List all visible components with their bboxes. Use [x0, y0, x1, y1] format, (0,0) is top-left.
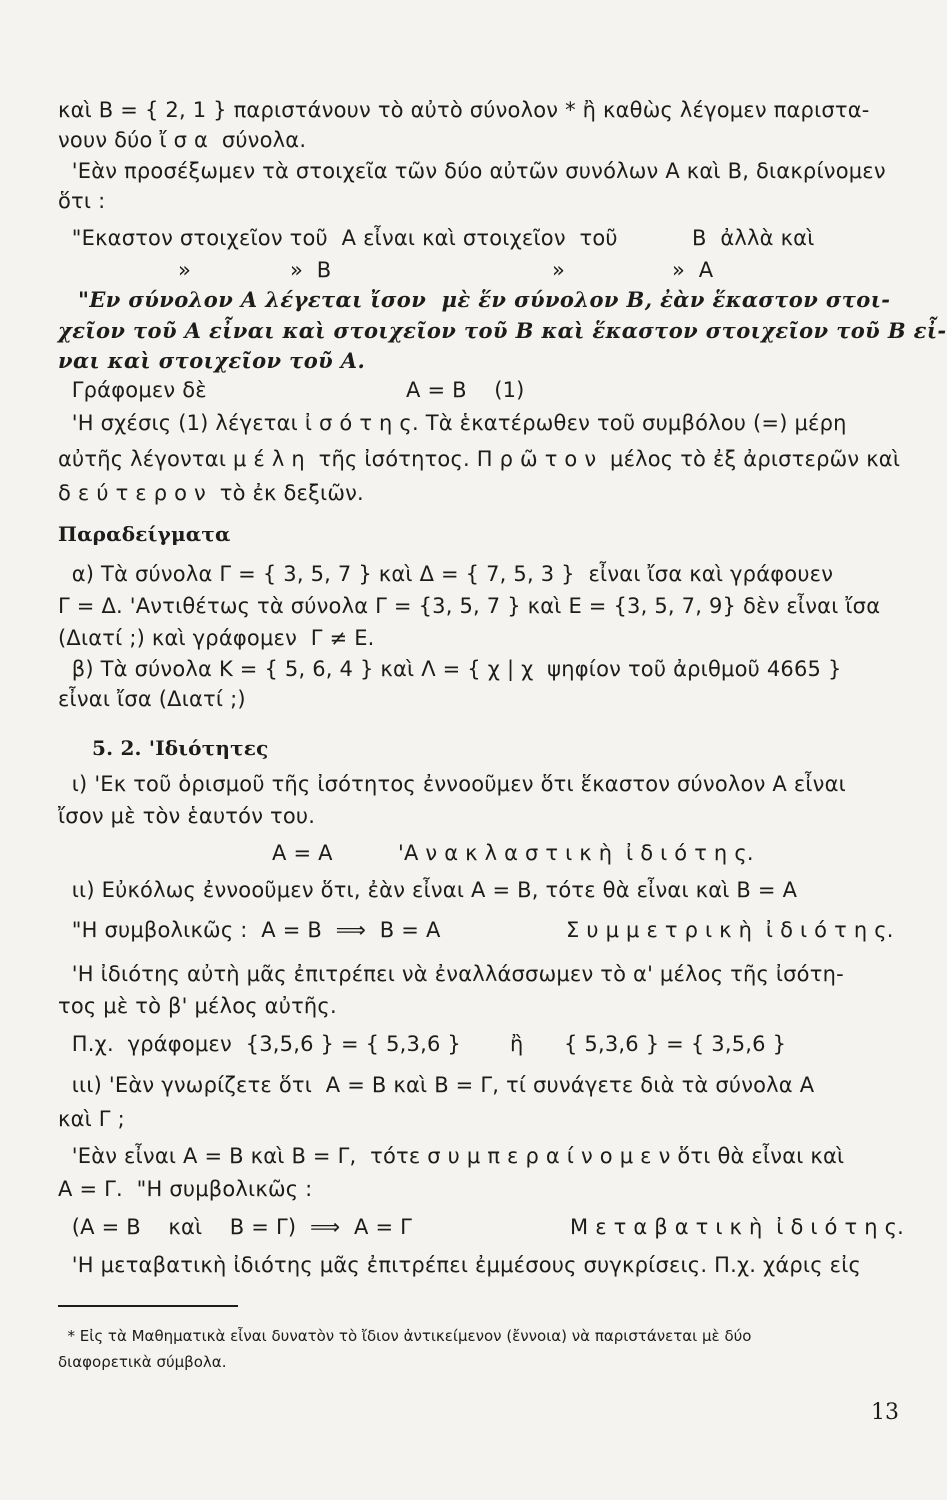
footnote-line: * Εἰς τὰ Μαθηματικὰ εἶναι δυνατὸν τὸ ἴδιον ἀντικείμενον (ἔννοια) νὰ παριστάνεται μὲ δύο [58, 1327, 752, 1345]
text-line: καὶ Β = { 2, 1 } παριστάνουν τὸ αὐτὸ σύνολον * ἢ καθὼς λέγομεν παριστα- [58, 98, 870, 122]
text-line: καὶ Γ ; [58, 1107, 125, 1131]
property-name: Μ ε τ α β α τ ι κ ὴ ἰ δ ι ό τ η ς. [570, 1215, 904, 1239]
ditto-mark: » [552, 258, 566, 282]
text-line: α) Τὰ σύνολα Γ = { 3, 5, 7 } καὶ Δ = { 7, 5, 3 } εἶναι ἴσα καὶ γράφουεν [58, 562, 834, 586]
text-line: Α = Γ. "Η συμβολικῶς : [58, 1177, 313, 1201]
text-line: "Εκαστον στοιχεῖον τοῦ Α εἶναι καὶ στοιχεῖον τοῦ [58, 226, 618, 250]
definition-line: "Εν σύνολον Α λέγεται ἴσον μὲ ἕν σύνολον Β, ἐὰν ἕκαστον στοι- [78, 287, 891, 312]
text-line: Γ = Δ. 'Αντιθέτως τὰ σύνολα Γ = {3, 5, 7 } καὶ Ε = {3, 5, 7, 9} δὲν εἶναι ἴσα [58, 594, 881, 618]
footnote-line: διαφορετικὰ σύμβολα. [58, 1353, 227, 1371]
property-name: 'Α ν α κ λ α σ τ ι κ ὴ ἰ δ ι ό τ η ς. [398, 841, 754, 865]
text-line: 'Η σχέσις (1) λέγεται ἰ σ ό τ η ς. Τὰ ἑκατέρωθεν τοῦ συμβόλου (=) μέρη [58, 411, 847, 435]
text-line: 'Εὰν εἶναι Α = Β καὶ Β = Γ, τότε σ υ μ π ε ρ α ί ν ο μ ε ν ὅτι θὰ εἶναι καὶ [58, 1144, 845, 1168]
ditto-mark: » [178, 258, 192, 282]
text-line: ιι) Εὐκόλως ἐννοοῦμεν ὅτι, ἐὰν εἶναι Α = Β, τότε θὰ εἶναι καὶ Β = Α [58, 878, 798, 902]
text-line: (Διατί ;) καὶ γράφομεν Γ ≠ Ε. [58, 626, 375, 650]
text-line: τος μὲ τὸ β' μέλος αὐτῆς. [58, 994, 337, 1018]
definition-line: χεῖον τοῦ Α εἶναι καὶ στοιχεῖον τοῦ Β καὶ ἕκαστον στοιχεῖον τοῦ Β εἶ- [58, 318, 947, 343]
text-line: "Η συμβολικῶς : Α = Β ⟹ Β = Α [58, 918, 441, 942]
ditto-mark: » Β [290, 258, 332, 282]
section-heading: Παραδείγματα [58, 522, 231, 546]
text-line: 'Η μεταβατικὴ ἰδιότης μᾶς ἐπιτρέπει ἐμμέσους συγκρίσεις. Π.χ. χάρις εἰς [58, 1253, 862, 1277]
text-line: 'Εὰν προσέξωμεν τὰ στοιχεῖα τῶν δύο αὐτῶν συνόλων Α καὶ Β, διακρίνομεν [58, 159, 886, 183]
text-line: αὐτῆς λέγονται μ έ λ η τῆς ἰσότητος. Π ρ ῶ τ ο ν μέλος τὸ ἐξ ἀριστερῶν καὶ [58, 447, 901, 471]
text-line: ιιι) 'Εὰν γνωρίζετε ὅτι Α = Β καὶ Β = Γ, τί συνάγετε διὰ τὰ σύνολα Α [58, 1073, 815, 1097]
text-line: β) Τὰ σύνολα Κ = { 5, 6, 4 } καὶ Λ = { χ | χ ψηφίον τοῦ ἀριθμοῦ 4665 } [58, 657, 842, 681]
text-line: ἴσον μὲ τὸν ἑαυτόν του. [58, 804, 316, 828]
ditto-mark: » Α [672, 258, 714, 282]
text-line: ὅτι : [58, 189, 106, 213]
property-name: Σ υ μ μ ε τ ρ ι κ ὴ ἰ δ ι ό τ η ς. [566, 918, 894, 942]
text-line: ἢ [510, 1032, 524, 1056]
section-heading: 5. 2. 'Ιδιότητες [92, 736, 269, 760]
equation: { 5,3,6 } = { 3,5,6 } [564, 1032, 787, 1056]
text-line: 'Η ἰδιότης αὐτὴ μᾶς ἐπιτρέπει νὰ ἐναλλάσσωμεν τὸ α' μέλος τῆς ἰσότη- [58, 962, 844, 986]
text-line: Γράφομεν δὲ [58, 378, 207, 402]
text-line: δ ε ύ τ ε ρ ο ν τὸ ἐκ δεξιῶν. [58, 481, 364, 505]
footnote-divider [58, 1305, 238, 1307]
text-line: Π.χ. γράφομεν {3,5,6 } = { 5,3,6 } [58, 1032, 461, 1056]
text-line: ι) 'Εκ τοῦ ὁρισμοῦ τῆς ἰσότητος ἐννοοῦμεν ὅτι ἕκαστον σύνολον Α εἶναι [58, 772, 846, 796]
text-line: εἶναι ἴσα (Διατί ;) [58, 687, 246, 711]
text-line: Β ἀλλὰ καὶ [692, 226, 815, 250]
equation: Α = Α [272, 841, 333, 865]
equation: (Α = Β καὶ Β = Γ) ⟹ Α = Γ [58, 1215, 413, 1239]
text-line: νουν δύο ἴ σ α σύνολα. [58, 128, 307, 152]
definition-line: ναι καὶ στοιχεῖον τοῦ Α. [58, 348, 366, 373]
page-number: 13 [871, 1400, 899, 1425]
equation: Α = Β (1) [406, 378, 525, 402]
